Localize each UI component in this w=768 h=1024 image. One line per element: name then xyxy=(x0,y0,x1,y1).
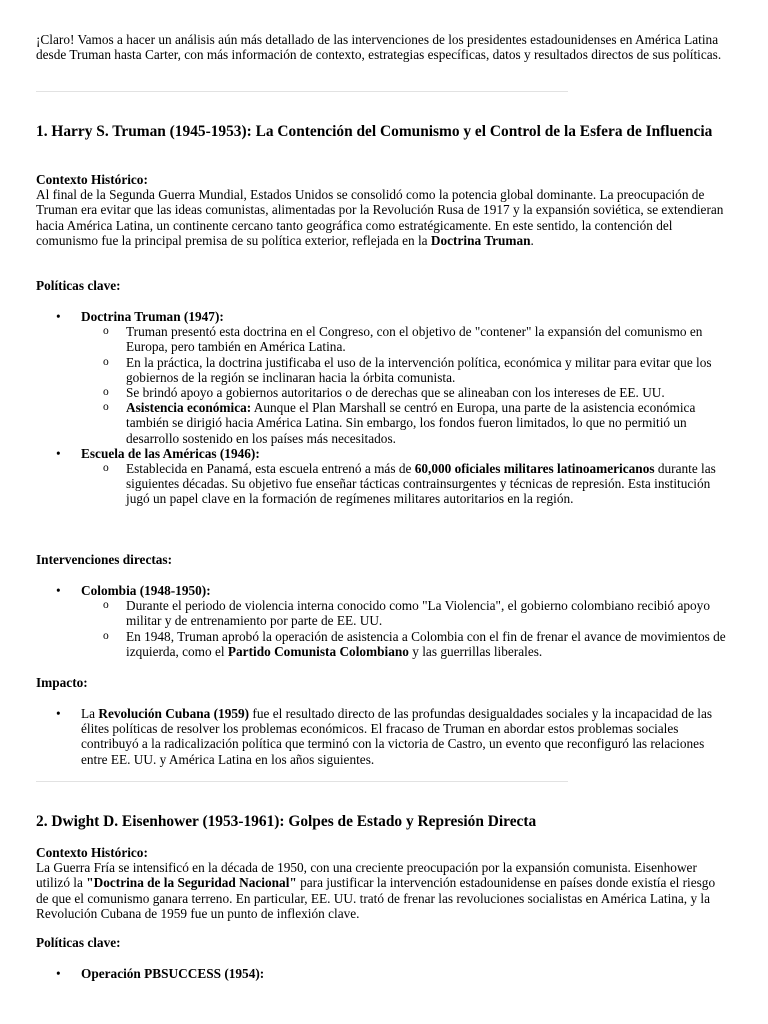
section-divider xyxy=(36,781,568,782)
colombia-sublist xyxy=(81,598,726,659)
intervenciones-list xyxy=(36,583,726,659)
eisenhower-policies-list xyxy=(36,966,726,981)
circle-bullet-icon: o xyxy=(103,599,109,612)
circle-bullet-icon: o xyxy=(103,629,109,642)
bullet-icon: • xyxy=(56,583,61,598)
truman-context xyxy=(36,172,726,248)
list-item: o Se brindó apoyo a gobiernos autoritarios o de derechas que se alineaban con los intereses de EE. UU. xyxy=(103,385,665,401)
context-label: Contexto Histórico: xyxy=(36,172,148,187)
circle-bullet-icon: o xyxy=(103,355,109,368)
list-item: o En 1948, Truman aprobó la operación de asistencia a Colombia con el fin de frenar el avance de movimientos de izquierda, como el Partido Comunista Colombiano y las guerrillas liberales. xyxy=(103,628,726,659)
list-item: o Establecida en Panamá, esta escuela entrenó a más de 60,000 oficiales militares latinoamericanos durante las siguientes décadas. Su objetivo fue enseñar tácticas contrainsurgentes y técnicas de represión. Esta institución jugó un papel clave en la formación de regímenes militares autoritarios en la región. xyxy=(103,461,716,507)
list-item: o Asistencia económica: Aunque el Plan Marshall se centró en Europa, una parte de la asistencia económica también se dirigió hacia América Latina. Sin embargo, los fondos fueron limitados, lo que no permitió un desarrollo sostenido en los países más necesitados. xyxy=(103,400,696,446)
bullet-icon: • xyxy=(56,445,61,461)
circle-bullet-icon: o xyxy=(103,386,109,399)
section-title-eisenhower: 2. Dwight D. Eisenhower (1953-1961): Golpes de Estado y Represión Directa xyxy=(36,813,537,830)
intervenciones-label: Intervenciones directas: xyxy=(36,552,173,567)
doctrina-sublist xyxy=(81,324,726,446)
list-item xyxy=(36,446,726,507)
impacto-label: Impacto: xyxy=(36,675,88,690)
list-item: o En la práctica, la doctrina justificaba el uso de la intervención política, económica y militar para evitar que los gobiernos de la región se inclinaran hacia la órbita comunista. xyxy=(103,354,712,385)
intro-paragraph: ¡Claro! Vamos a hacer un análisis aún más detallado de las intervenciones de los presidentes estadounidenses en América Latina desde Truman hasta Carter, con más información de contexto, estrategias específicas, datos y resultados directos de sus políticas. xyxy=(36,32,722,63)
section-title-truman: 1. Harry S. Truman (1945-1953): La Contención del Comunismo y el Control de la Esfera de Influencia xyxy=(36,123,713,140)
politicas-label: Políticas clave: xyxy=(36,935,121,950)
list-item: • La Revolución Cubana (1959) fue el resultado directo de las profundas desigualdades sociales y la incapacidad de las élites políticas de resolver los problemas económicos. El fracaso de Truman en abordar estos problemas sociales contribuyó a la radicalización política que terminó con la victoria de Castro, un evento que reconfiguró las relaciones entre EE. UU. y América Latina en los años siguientes. xyxy=(56,706,713,767)
list-item xyxy=(36,583,726,659)
escuela-sublist xyxy=(81,461,726,507)
context-label: Contexto Histórico: xyxy=(36,845,148,860)
impacto-list xyxy=(36,706,726,767)
circle-bullet-icon: o xyxy=(103,462,109,475)
list-item xyxy=(36,309,726,446)
context-paragraph: La Guerra Fría se intensificó en la década de 1950, con una creciente preocupación por la expansión comunista. Eisenhower utilizó la "Doctrina de la Seguridad Nacional" para justificar la intervención estadounidense en países donde existía el riesgo de que el comunismo ganara terreno. En particular, EE. UU. trató de frenar las revoluciones socialistas en América Latina, y la Revolución Cubana de 1959 fue un punto de inflexión clave. xyxy=(36,860,716,921)
list-item: o Truman presentó esta doctrina en el Congreso, con el objetivo de "contener" la expansión del comunismo en Europa, pero también en América Latina. xyxy=(103,324,703,355)
truman-policies-list xyxy=(36,309,726,507)
list-item xyxy=(36,966,726,981)
section-divider xyxy=(36,91,568,92)
circle-bullet-icon: o xyxy=(103,401,109,414)
colombia-title: Colombia (1948-1950): xyxy=(81,583,211,598)
context-paragraph: Al final de la Segunda Guerra Mundial, Estados Unidos se consolidó como la potencia global dominante. La preocupación de Truman era evitar que las ideas comunistas, alimentadas por la Revolución Rusa de 1917 y la expansión soviética, se extendieran hacia América Latina, un continente cercano tanto geográfica como estratégicamente. En este sentido, la contención del comunismo fue la principal premisa de su política exterior, reflejada en la Doctrina Truman. xyxy=(36,187,724,248)
politicas-label: Políticas clave: xyxy=(36,278,121,293)
eisenhower-context xyxy=(36,845,726,921)
bullet-icon: • xyxy=(56,966,61,981)
pbsuccess-title: Operación PBSUCCESS (1954): xyxy=(81,966,265,981)
doctrina-truman-bold: Doctrina Truman xyxy=(430,232,531,248)
list-item: o Durante el periodo de violencia interna conocido como "La Violencia", el gobierno colombiano recibió apoyo militar y de entrenamiento por parte de EE. UU. xyxy=(103,598,710,629)
bullet-icon: • xyxy=(56,706,61,721)
circle-bullet-icon: o xyxy=(103,325,109,338)
doctrina-title: Doctrina Truman (1947): xyxy=(81,309,224,324)
bullet-icon: • xyxy=(56,309,61,324)
escuela-title: Escuela de las Américas (1946): xyxy=(81,445,260,461)
